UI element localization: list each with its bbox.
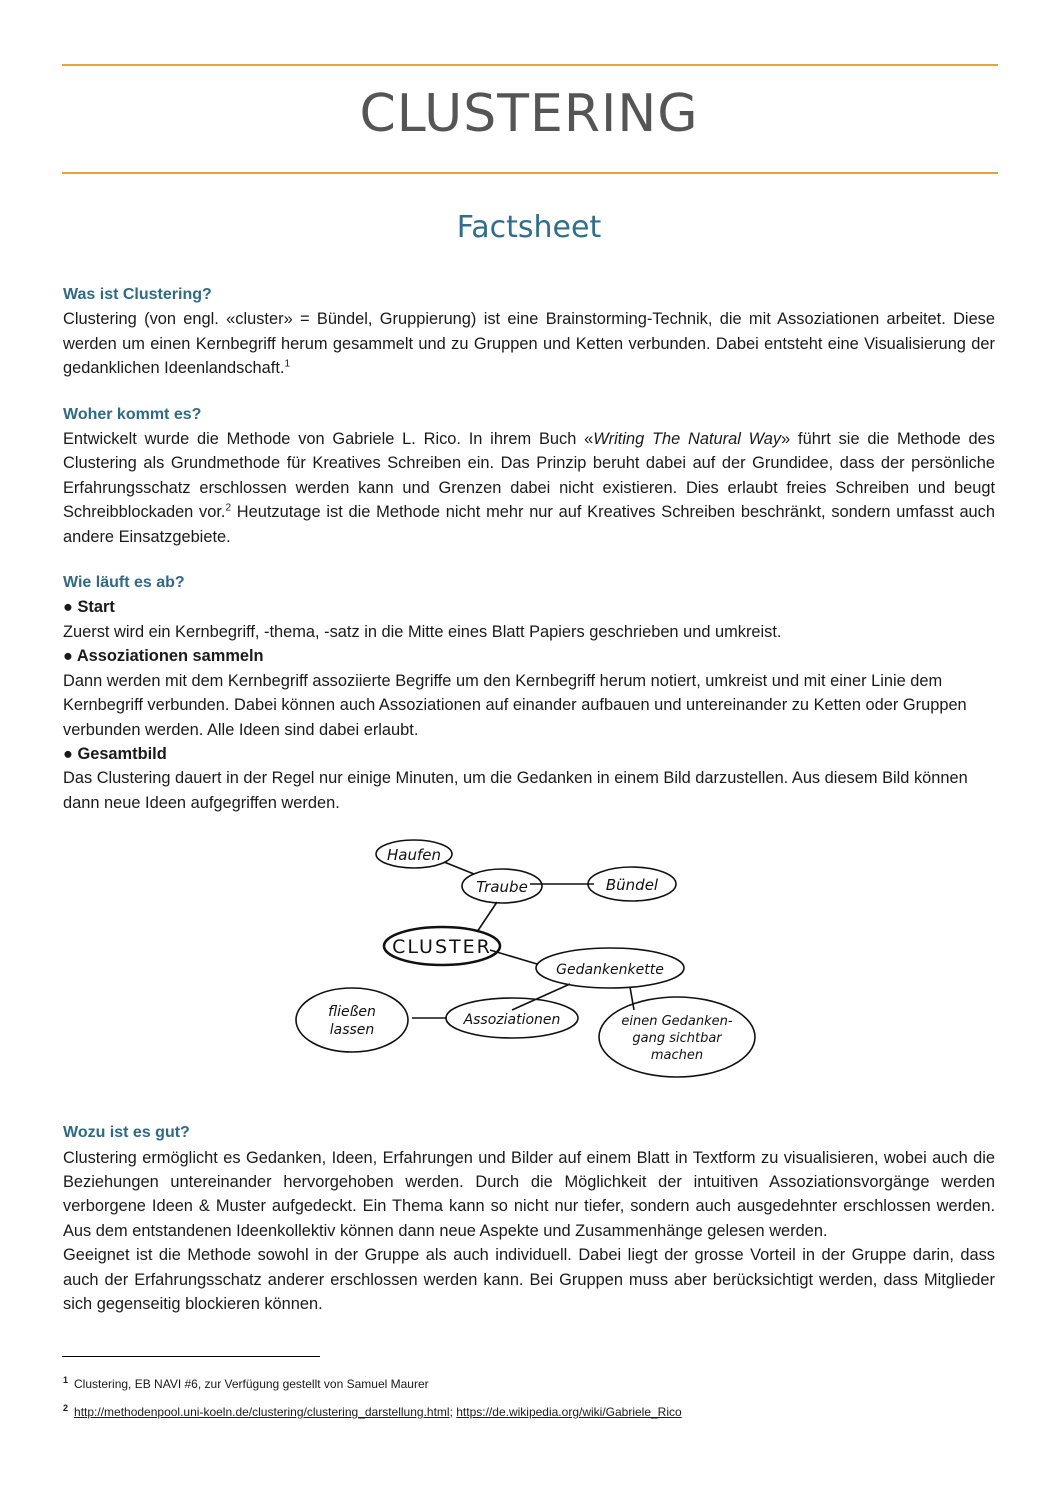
step-label-overview: ● Gesamtbild bbox=[63, 744, 167, 763]
connector bbox=[512, 984, 570, 1010]
node-fliessen-line-2: lassen bbox=[329, 1022, 375, 1038]
page-subtitle: Factsheet bbox=[456, 210, 602, 245]
cluster-diagram bbox=[292, 832, 762, 1082]
node-fliessen-line-1: fließen bbox=[328, 1004, 376, 1020]
section-text-use-1: Clustering ermöglicht es Gedanken, Ideen, Erfahrungen und Bilder auf einem Blatt in Textform zu visualisieren, wobei auch die Beziehungen untereinander hervorgehoben werden. Durch die Möglichkeit der intuitiven Assoziationsvorgänge werden verborgene Ideen & Muster aufgedeckt. Ein Thema kann so nicht nur tiefer, sondern auch ausgedehnter erschlossen werden. Aus dem entstandenen Ideenkollektiv können dann neue Aspekte und Zusammenhänge gelesen werden. bbox=[63, 1148, 995, 1240]
connector bbox=[477, 902, 497, 932]
title-rule bbox=[62, 172, 998, 174]
node-gedankenkette: Gedankenkette bbox=[556, 962, 664, 978]
footnotes bbox=[63, 1368, 995, 1424]
step-text-overview: Das Clustering dauert in der Regel nur einige Minuten, um die Gedanken in einem Bild darzustellen. Aus diesem Bild können dann neue Ideen aufgegriffen werden. bbox=[63, 769, 968, 812]
section-text-what: Clustering (von engl. «cluster» = Bündel, Gruppierung) ist eine Brainstorming-Technik, die mit Assoziationen arbeitet. Diese werden um einen Kernbegriff herum gesammelt und zu Gruppen und Ketten verbunden. Dabei entsteht eine Visualisierung der gedanklichen Ideenlandschaft.$^1$ bbox=[63, 310, 995, 378]
top-rule bbox=[62, 64, 998, 66]
footnote-2: $^2$ http://methodenpool.uni-koeln.de/clustering/clustering_darstellung.html; https://de.wikipedia.org/wiki/Gabriele_Rico bbox=[63, 1403, 682, 1419]
footnote-link-methodenpool[interactable]: http://methodenpool.uni-koeln.de/clustering/clustering_darstellung.html bbox=[74, 1405, 450, 1419]
footnote-divider bbox=[62, 1356, 320, 1357]
node-buendel: Bündel bbox=[605, 876, 659, 894]
footnote-ref-2: 2 bbox=[225, 502, 232, 514]
page-title: CLUSTERING bbox=[359, 84, 699, 144]
section-heading-use: Wozu ist es gut? bbox=[63, 1124, 190, 1142]
step-label-associations: ● Assoziationen sammeln bbox=[63, 647, 264, 666]
main-content bbox=[63, 283, 995, 1316]
step-label-start: ● Start bbox=[63, 598, 115, 617]
book-title: Writing The Natural Way bbox=[593, 430, 782, 449]
node-assoziationen: Assoziationen bbox=[463, 1012, 561, 1028]
footnote-1: $^1$ Clustering, EB NAVI #6, zur Verfügung gestellt von Samuel Maurer bbox=[63, 1375, 429, 1391]
node-fliessen-outline bbox=[296, 988, 408, 1052]
footnote-link-wikipedia[interactable]: https://de.wikipedia.org/wiki/Gabriele_Rico bbox=[456, 1405, 682, 1419]
footnote-ref-1: 1 bbox=[284, 358, 291, 370]
node-cluster: CLUSTER bbox=[392, 936, 492, 958]
step-text-start: Zuerst wird ein Kernbegriff, -thema, -satz in die Mitte eines Blatt Papiers geschrieben und umkreist. bbox=[63, 622, 782, 641]
connector bbox=[630, 987, 634, 1010]
node-gedankengang-line-2: gang sichtbar bbox=[632, 1031, 722, 1046]
node-traube: Traube bbox=[476, 878, 528, 896]
section-heading-process: Wie läuft es ab? bbox=[63, 574, 185, 592]
node-gedankengang-line-3: machen bbox=[650, 1048, 704, 1063]
section-text-origin: Entwickelt wurde die Methode von Gabriele L. Rico. In ihrem Buch «Writing The Natural Way» führt sie die Methode des Clustering als Grundmethode für Kreatives Schreiben ein. Das Prinzip beruht dabei auf der Grundidee, dass der persönliche Erfahrungsschatz erschlossen werden kann und Grenzen dabei nicht existieren. Dies erlaubt freies Schreiben und beugt Schreibblockaden vor.$^2$ Heutzutage ist die Methode nicht mehr nur auf Kreatives Schreiben beschränkt, sondern umfasst auch andere Einsatzgebiete. bbox=[63, 430, 995, 546]
section-heading-what: Was ist Clustering? bbox=[63, 286, 212, 303]
section-text-use-2: Geeignet ist die Methode sowohl in der Gruppe als auch individuell. Dabei liegt der grosse Vorteil in der Gruppe darin, dass auch der Erfahrungsschatz anderer erschlossen werden kann. Bei Gruppen muss aber berücksichtigt werden, dass Mitglieder sich gegenseitig blockieren können. bbox=[63, 1246, 995, 1313]
step-text-associations: Dann werden mit dem Kernbegriff assoziierte Begriffe um den Kernbegriff herum notiert, umkreist und mit einer Linie dem Kernbegriff verbunden. Dabei können auch Assoziationen auf einander aufbauen und untereinander zu Ketten oder Gruppen verbunden werden. Alle Ideen sind dabei erlaubt. bbox=[63, 671, 967, 739]
connector bbox=[444, 862, 474, 874]
node-haufen: Haufen bbox=[387, 846, 441, 864]
node-gedankengang-line-1: einen Gedanken- bbox=[621, 1014, 733, 1029]
section-heading-origin: Woher kommt es? bbox=[63, 405, 202, 423]
